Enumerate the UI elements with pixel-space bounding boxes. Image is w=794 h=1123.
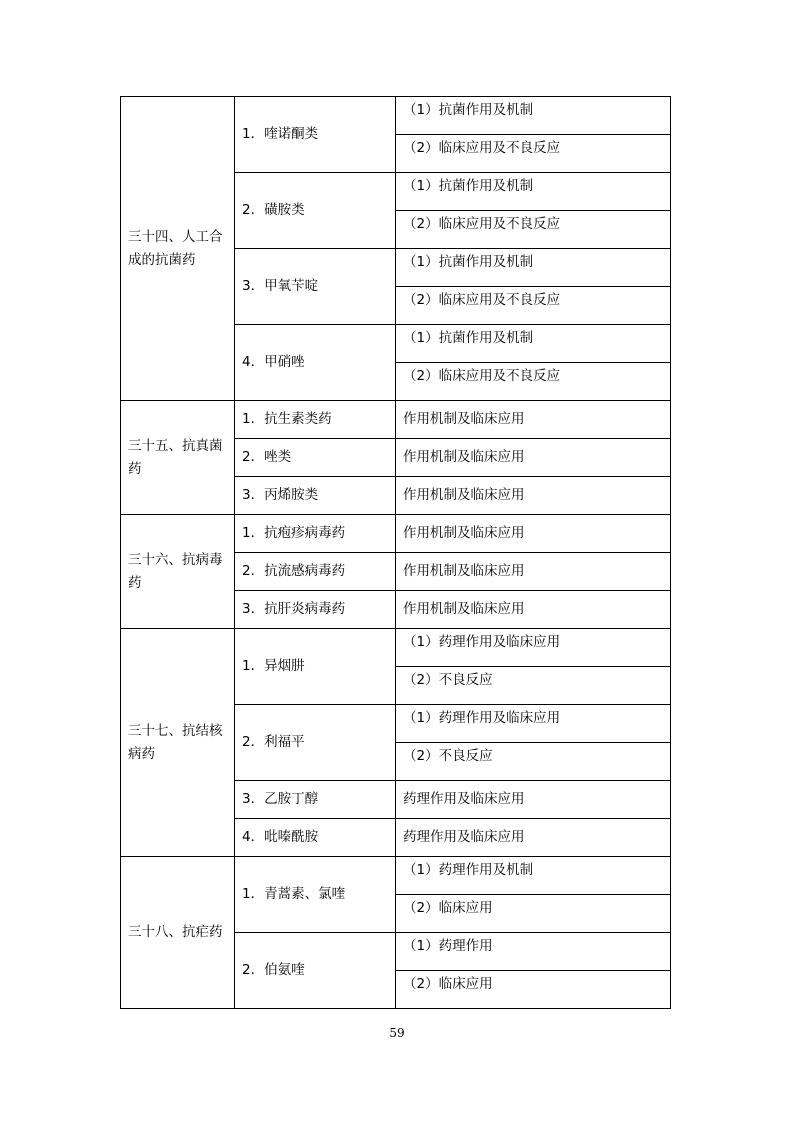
topic-label: 1．抗生素类药: [235, 401, 396, 439]
topic-label: 1．抗疱疹病毒药: [235, 515, 396, 553]
topic-item: （1）抗菌作用及机制: [396, 249, 671, 287]
section-title: 三十四、人工合成的抗菌药: [121, 97, 235, 401]
topic-item: 作用机制及临床应用: [396, 401, 671, 439]
topic-item: 作用机制及临床应用: [396, 439, 671, 477]
topic-item: （2）临床应用: [396, 895, 671, 933]
topic-label: 2．抗流感病毒药: [235, 553, 396, 591]
topic-item: 作用机制及临床应用: [396, 553, 671, 591]
topic-label: 1．异烟肼: [235, 629, 396, 705]
topic-item: （2）临床应用: [396, 971, 671, 1009]
section-title: 三十七、抗结核病药: [121, 629, 235, 857]
table-row: [121, 515, 671, 553]
table-row: [121, 629, 671, 667]
topic-label: 3．乙胺丁醇: [235, 781, 396, 819]
topic-label: 4．吡嗪酰胺: [235, 819, 396, 857]
table-row: [121, 857, 671, 895]
topic-item: （2）临床应用及不良反应: [396, 135, 671, 173]
section-title: 三十五、抗真菌药: [121, 401, 235, 515]
topic-item: 药理作用及临床应用: [396, 819, 671, 857]
topic-label: 2．磺胺类: [235, 173, 396, 249]
topic-label: 3．抗肝炎病毒药: [235, 591, 396, 629]
table-row: [121, 97, 671, 135]
topic-item: （1）抗菌作用及机制: [396, 97, 671, 135]
topic-item: （2）临床应用及不良反应: [396, 287, 671, 325]
page-number: 59: [389, 1026, 405, 1040]
topic-label: 1．青蒿素、氯喹: [235, 857, 396, 933]
syllabus-table: [120, 96, 671, 1009]
topic-item: （2）不良反应: [396, 667, 671, 705]
section-title: 三十八、抗疟药: [121, 857, 235, 1009]
topic-item: 作用机制及临床应用: [396, 591, 671, 629]
topic-item: （1）药理作用及机制: [396, 857, 671, 895]
topic-item: 药理作用及临床应用: [396, 781, 671, 819]
table-row: [121, 401, 671, 439]
topic-item: 作用机制及临床应用: [396, 477, 671, 515]
topic-label: 3．甲氧苄啶: [235, 249, 396, 325]
topic-item: （1）抗菌作用及机制: [396, 173, 671, 211]
topic-label: 4．甲硝唑: [235, 325, 396, 401]
topic-label: 2．利福平: [235, 705, 396, 781]
topic-label: 3．丙烯胺类: [235, 477, 396, 515]
topic-item: （1）药理作用: [396, 933, 671, 971]
topic-item: （2）临床应用及不良反应: [396, 211, 671, 249]
topic-item: （2）临床应用及不良反应: [396, 363, 671, 401]
topic-label: 2．伯氨喹: [235, 933, 396, 1009]
topic-item: （1）药理作用及临床应用: [396, 629, 671, 667]
topic-item: （2）不良反应: [396, 743, 671, 781]
topic-label: 1．喹诺酮类: [235, 97, 396, 173]
topic-item: （1）药理作用及临床应用: [396, 705, 671, 743]
topic-item: （1）抗菌作用及机制: [396, 325, 671, 363]
topic-label: 2．唑类: [235, 439, 396, 477]
topic-item: 作用机制及临床应用: [396, 515, 671, 553]
section-title: 三十六、抗病毒药: [121, 515, 235, 629]
